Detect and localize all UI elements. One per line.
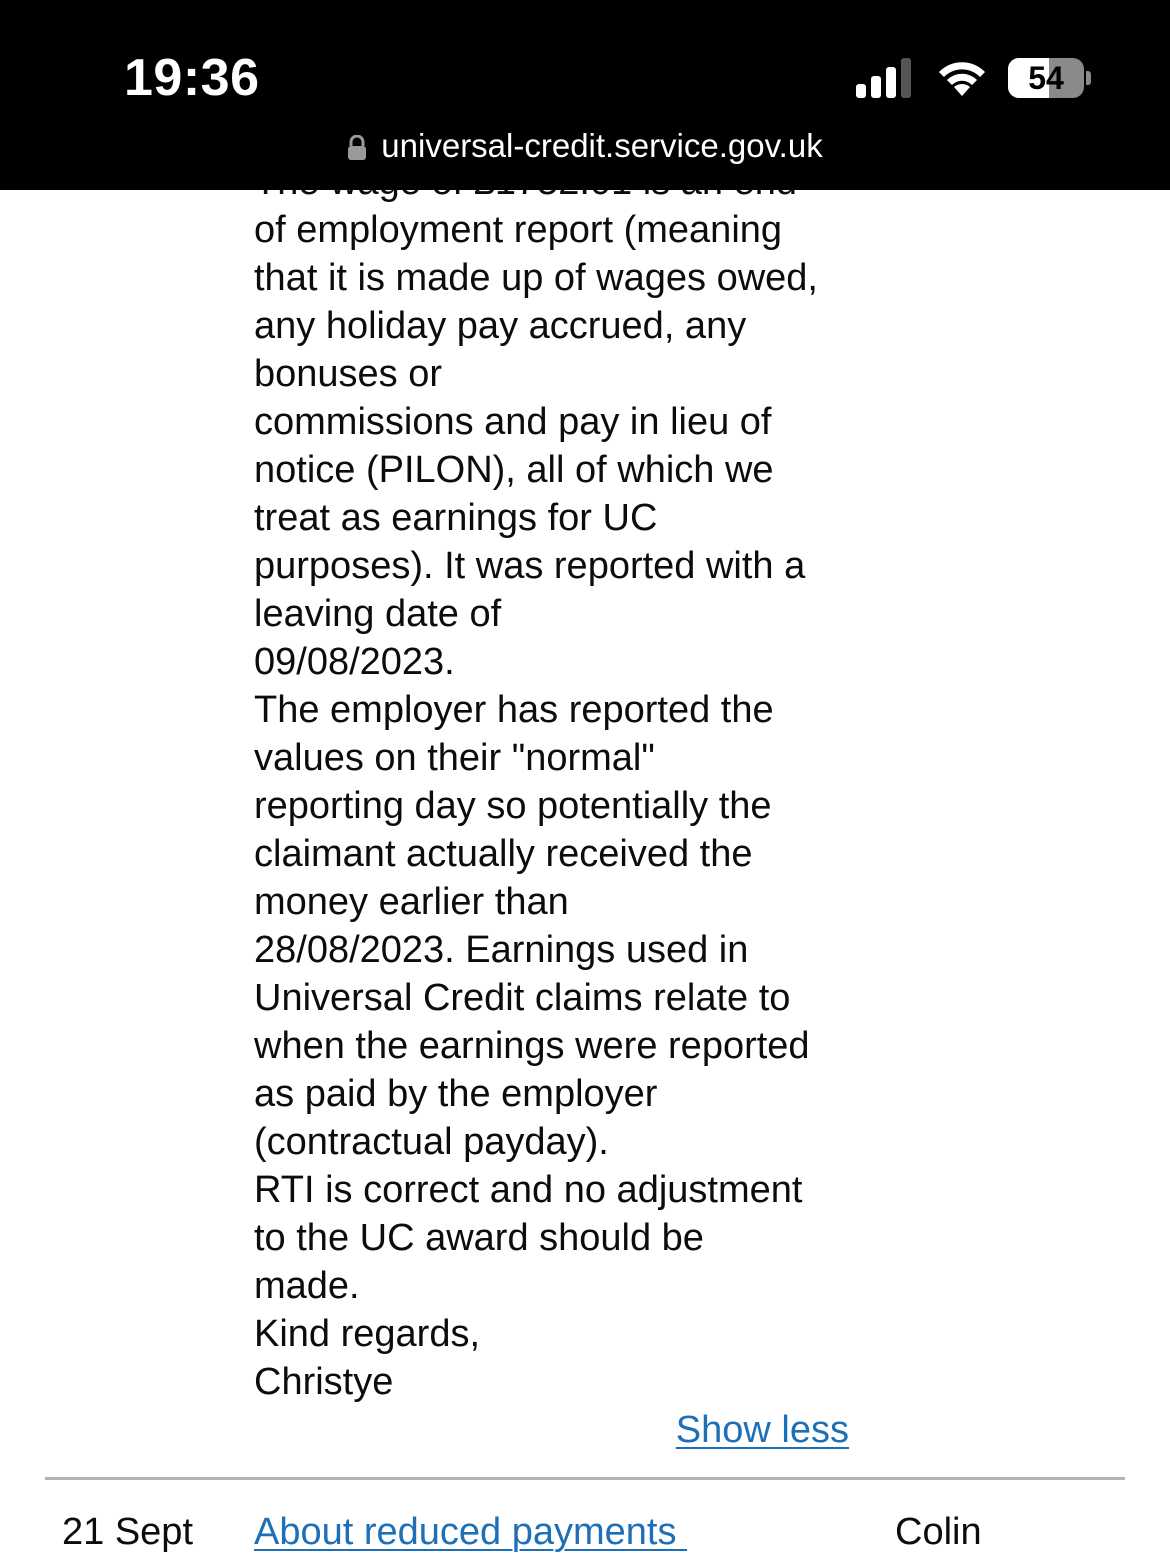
message-list-row [0,1508,1170,1558]
message-line: Christye [254,1361,394,1403]
status-bar [0,0,1170,190]
message-line: Kind regards, [254,1313,481,1355]
message-line: when the earnings were reported [254,1025,810,1067]
battery-percent: 54 [1028,60,1064,96]
lock-icon [347,135,367,161]
message-line: that it is made up of wages owed, [254,257,818,299]
message-line: purposes). It was reported with a [254,545,806,587]
message-line: The employer has reported the [254,689,774,731]
row-subject-link[interactable]: About reduced payments [254,1511,688,1553]
row-divider [45,1477,1125,1480]
row-sender: Colin [895,1511,982,1553]
status-time: 19:36 [124,49,260,107]
message-line: commissions and pay in lieu of [254,401,772,443]
message-line: leaving date of [254,593,502,635]
message-line: 28/08/2023. Earnings used in [254,929,749,971]
message-line: as paid by the employer [254,1073,658,1115]
battery-icon [1008,58,1084,98]
message-line: notice (PILON), all of which we [254,449,774,491]
show-less-link[interactable]: Show less [675,1409,849,1451]
address-bar[interactable] [0,124,1170,168]
message-line: of employment report (meaning [254,209,783,251]
message-line: Universal Credit claims relate to [254,977,791,1019]
url-text: universal-credit.service.gov.uk [381,127,823,164]
message-line: values on their "normal" [254,737,655,779]
wifi-icon [934,56,990,98]
row-date: 21 Sept [62,1511,193,1553]
battery-terminal [1086,71,1091,85]
message-line: bonuses or [254,353,443,395]
message-line: (contractual payday). [254,1121,609,1163]
message-line: made. [254,1265,360,1307]
message-line: 09/08/2023. [254,641,455,683]
message-line: any holiday pay accrued, any [254,305,747,347]
message-line: RTI is correct and no adjustment [254,1169,803,1211]
message-line: money earlier than [254,881,569,923]
message-line: treat as earnings for UC [254,497,658,539]
message-line: reporting day so potentially the [254,785,772,827]
message-body [254,158,864,1406]
message-line: claimant actually received the [254,833,753,875]
cellular-signal-icon [856,58,914,98]
message-line: to the UC award should be [254,1217,704,1259]
